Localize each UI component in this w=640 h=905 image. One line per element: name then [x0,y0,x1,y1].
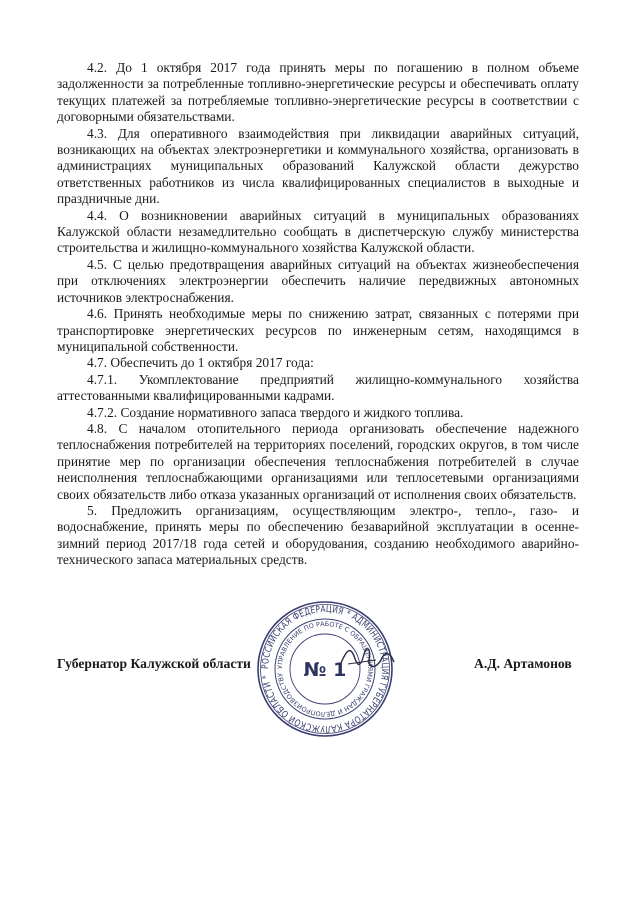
seal-inner-text: УПРАВЛЕНИЕ ПО РАБОТЕ С ОБРАЩЕНИЯМИ ГРАЖДАН И ДЕЛОПРОИЗВОДСТВУ [275,619,375,719]
signatory-position: Губернатор Калужской области [57,656,251,671]
seal-outer-text: РОССИЙСКАЯ ФЕДЕРАЦИЯ * АДМИНИСТРАЦИЯ ГУБЕРНАТОРА КАЛУЖСКОЙ ОБЛАСТИ * [259,603,391,735]
paragraph-4-8: 4.8. С началом отопительного периода организовать обеспечение надежного теплоснабжения потребителей на территориях поселений, городских округов, в том числе принятие мер по организации обеспечения теплоснабжения потребителей в случае неисполнения теплоснабжающими организациями или теплосетевыми организациями своих обязательств либо отказа указанных организаций от исполнения своих обязательств. [57,420,579,502]
paragraph-4-7: 4.7. Обеспечить до 1 октября 2017 года: [87,355,314,371]
signatory-name: А.Д. Артамонов [474,656,572,671]
paragraph-4-4: 4.4. О возникновении аварийных ситуаций в муниципальных образованиях Калужской области незамедлительно сообщать в диспетчерскую службу министерства строительства и жилищно-коммунального хозяйства Калужской области. [57,207,579,256]
document-body [57,60,579,569]
paragraph-4-5: 4.5. С целью предотвращения аварийных ситуаций на объектах жизнеобеспечения при отключениях электроэнергии обеспечить наличие передвижных автономных источников электроснабжения. [57,256,579,305]
handwritten-signature [336,640,396,680]
seal-number: № 1 [303,659,347,681]
paragraph-4-6: 4.6. Принять необходимые меры по снижению затрат, связанных с потерями при транспортировке энергетических ресурсов по инженерным сетям, находящимся в муниципальной собственности. [57,306,579,354]
paragraph-4-7-2: 4.7.2. Создание нормативного запаса твердого и жидкого топлива. [87,404,464,420]
paragraph-4-7-1: 4.7.1. Укомплектование предприятий жилищно-коммунального хозяйства аттестованными квалифицированными кадрами. [57,371,579,404]
paragraph-5: 5. Предложить организациям, осуществляющим электро-, тепло-, газо- и водоснабжение, принять меры по обеспечению безаварийной эксплуатации в осенне-зимний период 2017/18 года сетей и оборудования, созданию необходимого аварийно-технического запаса материальных средств. [57,502,579,568]
paragraph-4-2: 4.2. До 1 октября 2017 года принять меры по погашению в полном объеме задолженности за потребленные топливно-энергетические ресурсы и обеспечивать оплату текущих платежей за потребляемые топливно-энергетические ресурсы в соответствии с договорными обязательствами. [57,60,579,125]
paragraph-4-3: 4.3. Для оперативного взаимодействия при ликвидации аварийных ситуаций, возникающих на объектах электроэнергетики и коммунального хозяйства, организовать в администрациях муниципальных образований Калужской области дежурство ответственных работников из числа квалифицированных специалистов в выходные и праздничные дни. [57,125,579,207]
